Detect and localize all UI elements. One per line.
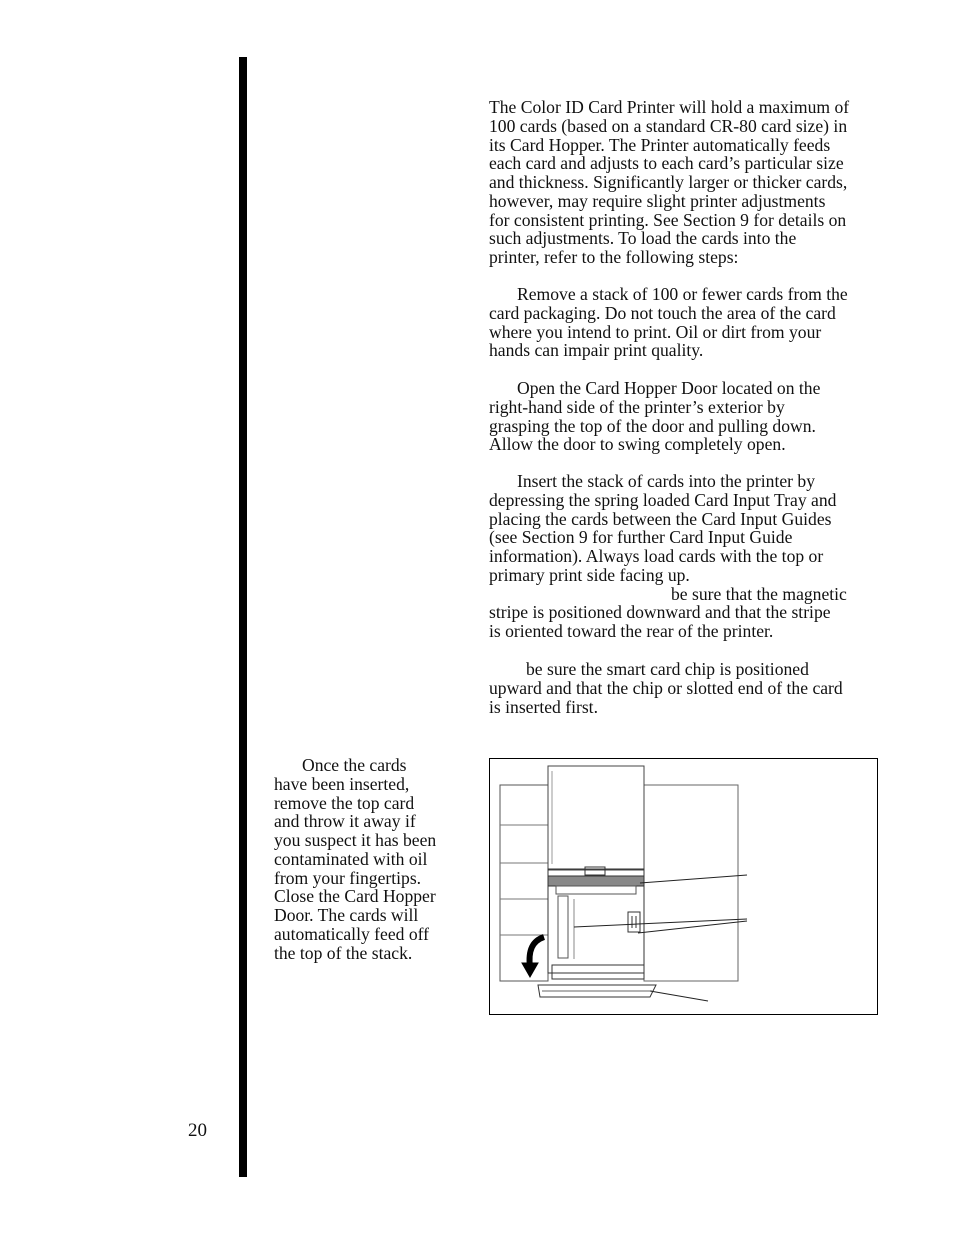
text-line: for consistent printing. See Section 9 for details on (489, 209, 847, 230)
card-input-tray (548, 876, 644, 886)
text-line: remove the top card (274, 792, 415, 813)
text-line: its Card Hopper. The Printer automatically feeds (489, 134, 831, 155)
text-line: the top of the stack. (274, 942, 413, 963)
text-line: stripe is positioned downward and that the stripe (489, 602, 831, 623)
leader-line (574, 919, 747, 927)
card-input-guide (628, 912, 640, 932)
text-line: such adjustments. To load the cards into the (489, 228, 797, 249)
intro-paragraph (489, 98, 849, 267)
step-3-paragraph (489, 472, 847, 641)
text-line: contaminated with oil (274, 848, 428, 869)
text-line: is inserted first. (489, 696, 598, 717)
text-line: automatically feed off (274, 923, 430, 944)
text-line: Allow the door to swing completely open. (489, 434, 786, 455)
smart-card-note (489, 660, 843, 716)
side-note (274, 756, 436, 962)
text-line: printer, refer to the following steps: (489, 247, 739, 267)
printer-side-panel (500, 785, 548, 981)
text-line: is oriented toward the rear of the printer. (489, 621, 774, 641)
text-line: Door. The cards will (274, 905, 419, 925)
text-line: be sure that the magnetic (671, 583, 847, 604)
text-line: Close the Card Hopper (274, 886, 436, 907)
text-line: however, may require slight printer adjustments (489, 190, 826, 211)
text-line: from your fingertips. (274, 867, 422, 888)
card-hopper-figure (489, 758, 878, 1015)
text-line: be sure the smart card chip is positioned (526, 659, 809, 679)
text-line: and thickness. Significantly larger or thicker cards, (489, 172, 848, 192)
leader-line (640, 875, 747, 883)
printer-top-cover (548, 766, 644, 870)
text-line: right-hand side of the printer’s exterior by (489, 396, 785, 417)
margin-bar (239, 57, 247, 1177)
text-line: information). Always load cards with the top or (489, 546, 824, 566)
text-line: hands can impair print quality. (489, 340, 704, 361)
text-line: (see Section 9 for further Card Input Guide (489, 527, 793, 548)
text-line: 100 cards (based on a standard CR-80 card size) in (489, 115, 848, 136)
text-line: you suspect it has been (274, 830, 437, 850)
step-1-paragraph (489, 285, 848, 360)
text-line: Once the cards (302, 755, 407, 775)
printer-body-panel (644, 785, 738, 981)
text-line: placing the cards between the Card Input Guides (489, 508, 832, 529)
text-line: Open the Card Hopper Door located on the (517, 378, 821, 398)
step-2-paragraph (489, 379, 820, 454)
text-line: each card and adjusts to each card’s particular size (489, 153, 844, 174)
text-line: primary print side facing up. (489, 564, 690, 585)
leader-line (650, 991, 708, 1001)
page-number: 20 (188, 1120, 207, 1141)
text-line: Insert the stack of cards into the printer by (517, 471, 816, 491)
text-line: The Color ID Card Printer will hold a maximum of (489, 97, 850, 117)
text-line: and throw it away if (274, 811, 416, 832)
text-line: have been inserted, (274, 773, 410, 794)
text-line: Remove a stack of 100 or fewer cards from the (517, 284, 848, 304)
text-line: depressing the spring loaded Card Input Tray and (489, 489, 837, 510)
card-hopper-illustration (490, 759, 876, 1013)
text-line: upward and that the chip or slotted end of the card (489, 677, 843, 698)
text-line: card packaging. Do not touch the area of the card (489, 302, 836, 323)
card-input-guide (558, 896, 568, 958)
text-line: grasping the top of the door and pulling down. (489, 415, 816, 436)
text-line: where you intend to print. Oil or dirt from your (489, 321, 822, 342)
